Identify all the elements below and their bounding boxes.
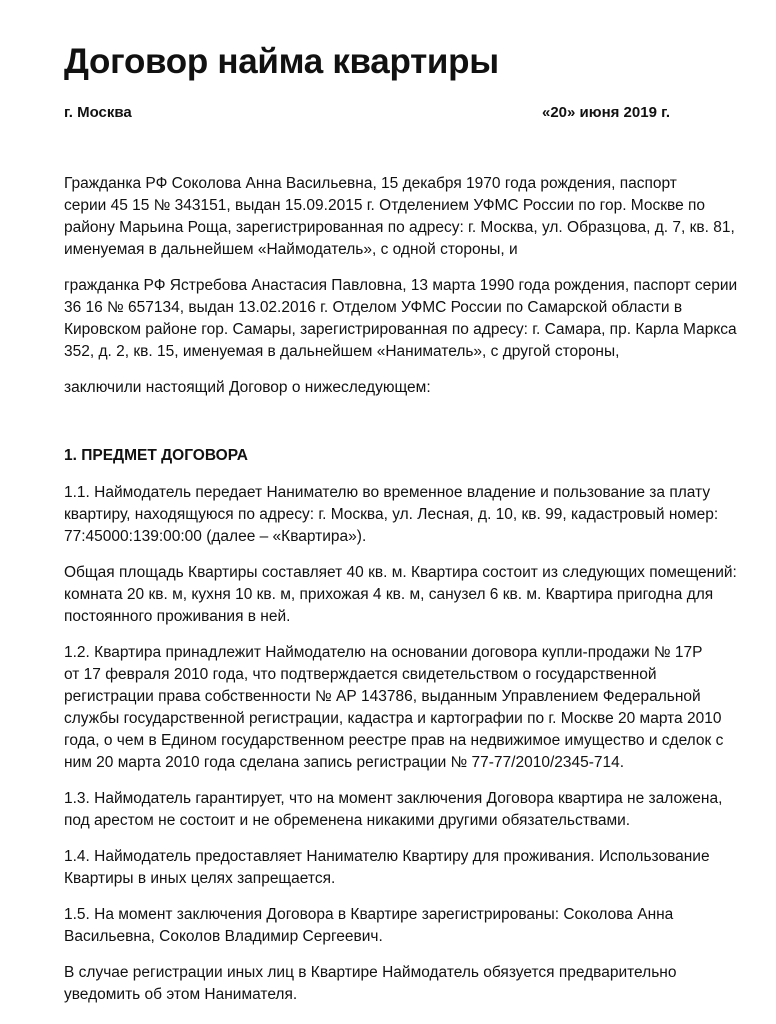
text-line: 352, д. 2, кв. 15, именуемая в дальнейшем «Наниматель», с другой стороны,	[64, 343, 620, 360]
text-line: 77:45000:139:00:00 (далее – «Квартира»).	[64, 528, 367, 545]
text-line: постоянного проживания в ней.	[64, 608, 291, 625]
contract-body	[64, 173, 738, 1020]
text-line: квартиру, находящуюся по адресу: г. Москва, ул. Лесная, д. 10, кв. 99, кадастровый номер:	[64, 506, 719, 523]
text-line: под арестом не состоит и не обременена никакими другими обязательствами.	[64, 812, 631, 829]
text-line: Васильевна, Соколов Владимир Сергеевич.	[64, 928, 383, 945]
agreement-intro-paragraph	[64, 377, 724, 399]
text-line: заключили настоящий Договор о нижеследующем:	[64, 379, 431, 396]
text-line: гражданка РФ Ястребова Анастасия Павловна, 13 марта 1990 года рождения, паспорт серии	[64, 277, 738, 294]
text-line: 1.3. Наймодатель гарантирует, что на момент заключения Договора квартира не заложена,	[64, 790, 723, 807]
text-line: от 17 февраля 2010 года, что подтверждается свидетельством о государственной	[64, 666, 657, 683]
text-line: уведомить об этом Нанимателя.	[64, 986, 298, 1003]
text-line: Квартиры в иных целях запрещается.	[64, 870, 336, 887]
party-tenant-paragraph	[64, 275, 738, 363]
text-line: года, о чем в Едином государственном реестре прав на недвижимое имущество и сделок с	[64, 732, 724, 749]
text-line: району Марьина Роща, зарегистрированная по адресу: г. Москва, ул. Образцова, д. 7, кв. 81,	[64, 219, 735, 236]
text-line: 1.4. Наймодатель предоставляет Нанимателю Квартиру для проживания. Использование	[64, 848, 710, 865]
contract-city: г. Москва	[64, 104, 132, 121]
text-line: Общая площадь Квартиры составляет 40 кв. м. Квартира состоит из следующих помещений:	[64, 564, 737, 581]
text-line: именуемая в дальнейшем «Наймодатель», с одной стороны, и	[64, 241, 518, 258]
clause-1-2	[64, 642, 724, 774]
text-line: комната 20 кв. м, кухня 10 кв. м, прихожая 4 кв. м, санузел 6 кв. м. Квартира пригодна для	[64, 586, 714, 603]
place-date-row	[64, 104, 670, 121]
clause-1-5	[64, 904, 724, 948]
text-line: серии 45 15 № 343151, выдан 15.09.2015 г. Отделением УФМС России по гор. Москве по	[64, 197, 706, 214]
clause-1-4	[64, 846, 724, 890]
text-line: 1.1. Наймодатель передает Нанимателю во временное владение и пользование за плату	[64, 484, 711, 501]
party-landlord-paragraph	[64, 173, 735, 261]
clause-registration-notice	[64, 962, 724, 1006]
clause-1-3	[64, 788, 724, 832]
document-title: Договор найма квартиры	[64, 42, 499, 81]
text-line: ним 20 марта 2010 года сделана запись регистрации № 77-77/2010/2345-714.	[64, 754, 625, 771]
text-line: службы государственной регистрации, кадастра и картографии по г. Москве 20 марта 2010	[64, 710, 722, 727]
text-line: 36 16 № 657134, выдан 13.02.2016 г. Отделом УФМС России по Самарской области в	[64, 299, 683, 316]
text-line: 1.2. Квартира принадлежит Наймодателю на основании договора купли-продажи № 17Р	[64, 644, 703, 661]
contract-date: «20» июня 2019 г.	[542, 104, 670, 121]
text-line: Гражданка РФ Соколова Анна Васильевна, 15 декабря 1970 года рождения, паспорт	[64, 175, 677, 192]
clause-area-description	[64, 562, 737, 628]
section-heading: 1. ПРЕДМЕТ ДОГОВОРА	[64, 447, 248, 464]
text-line: В случае регистрации иных лиц в Квартире Наймодатель обязуется предварительно	[64, 964, 677, 981]
text-line: 1.5. На момент заключения Договора в Квартире зарегистрированы: Соколова Анна	[64, 906, 674, 923]
text-line: Кировском районе гор. Самары, зарегистрированная по адресу: г. Самара, пр. Карла Маркса	[64, 321, 737, 338]
clause-1-1	[64, 482, 724, 548]
text-line: регистрации права собственности № АР 143786, выданным Управлением Федеральной	[64, 688, 701, 705]
